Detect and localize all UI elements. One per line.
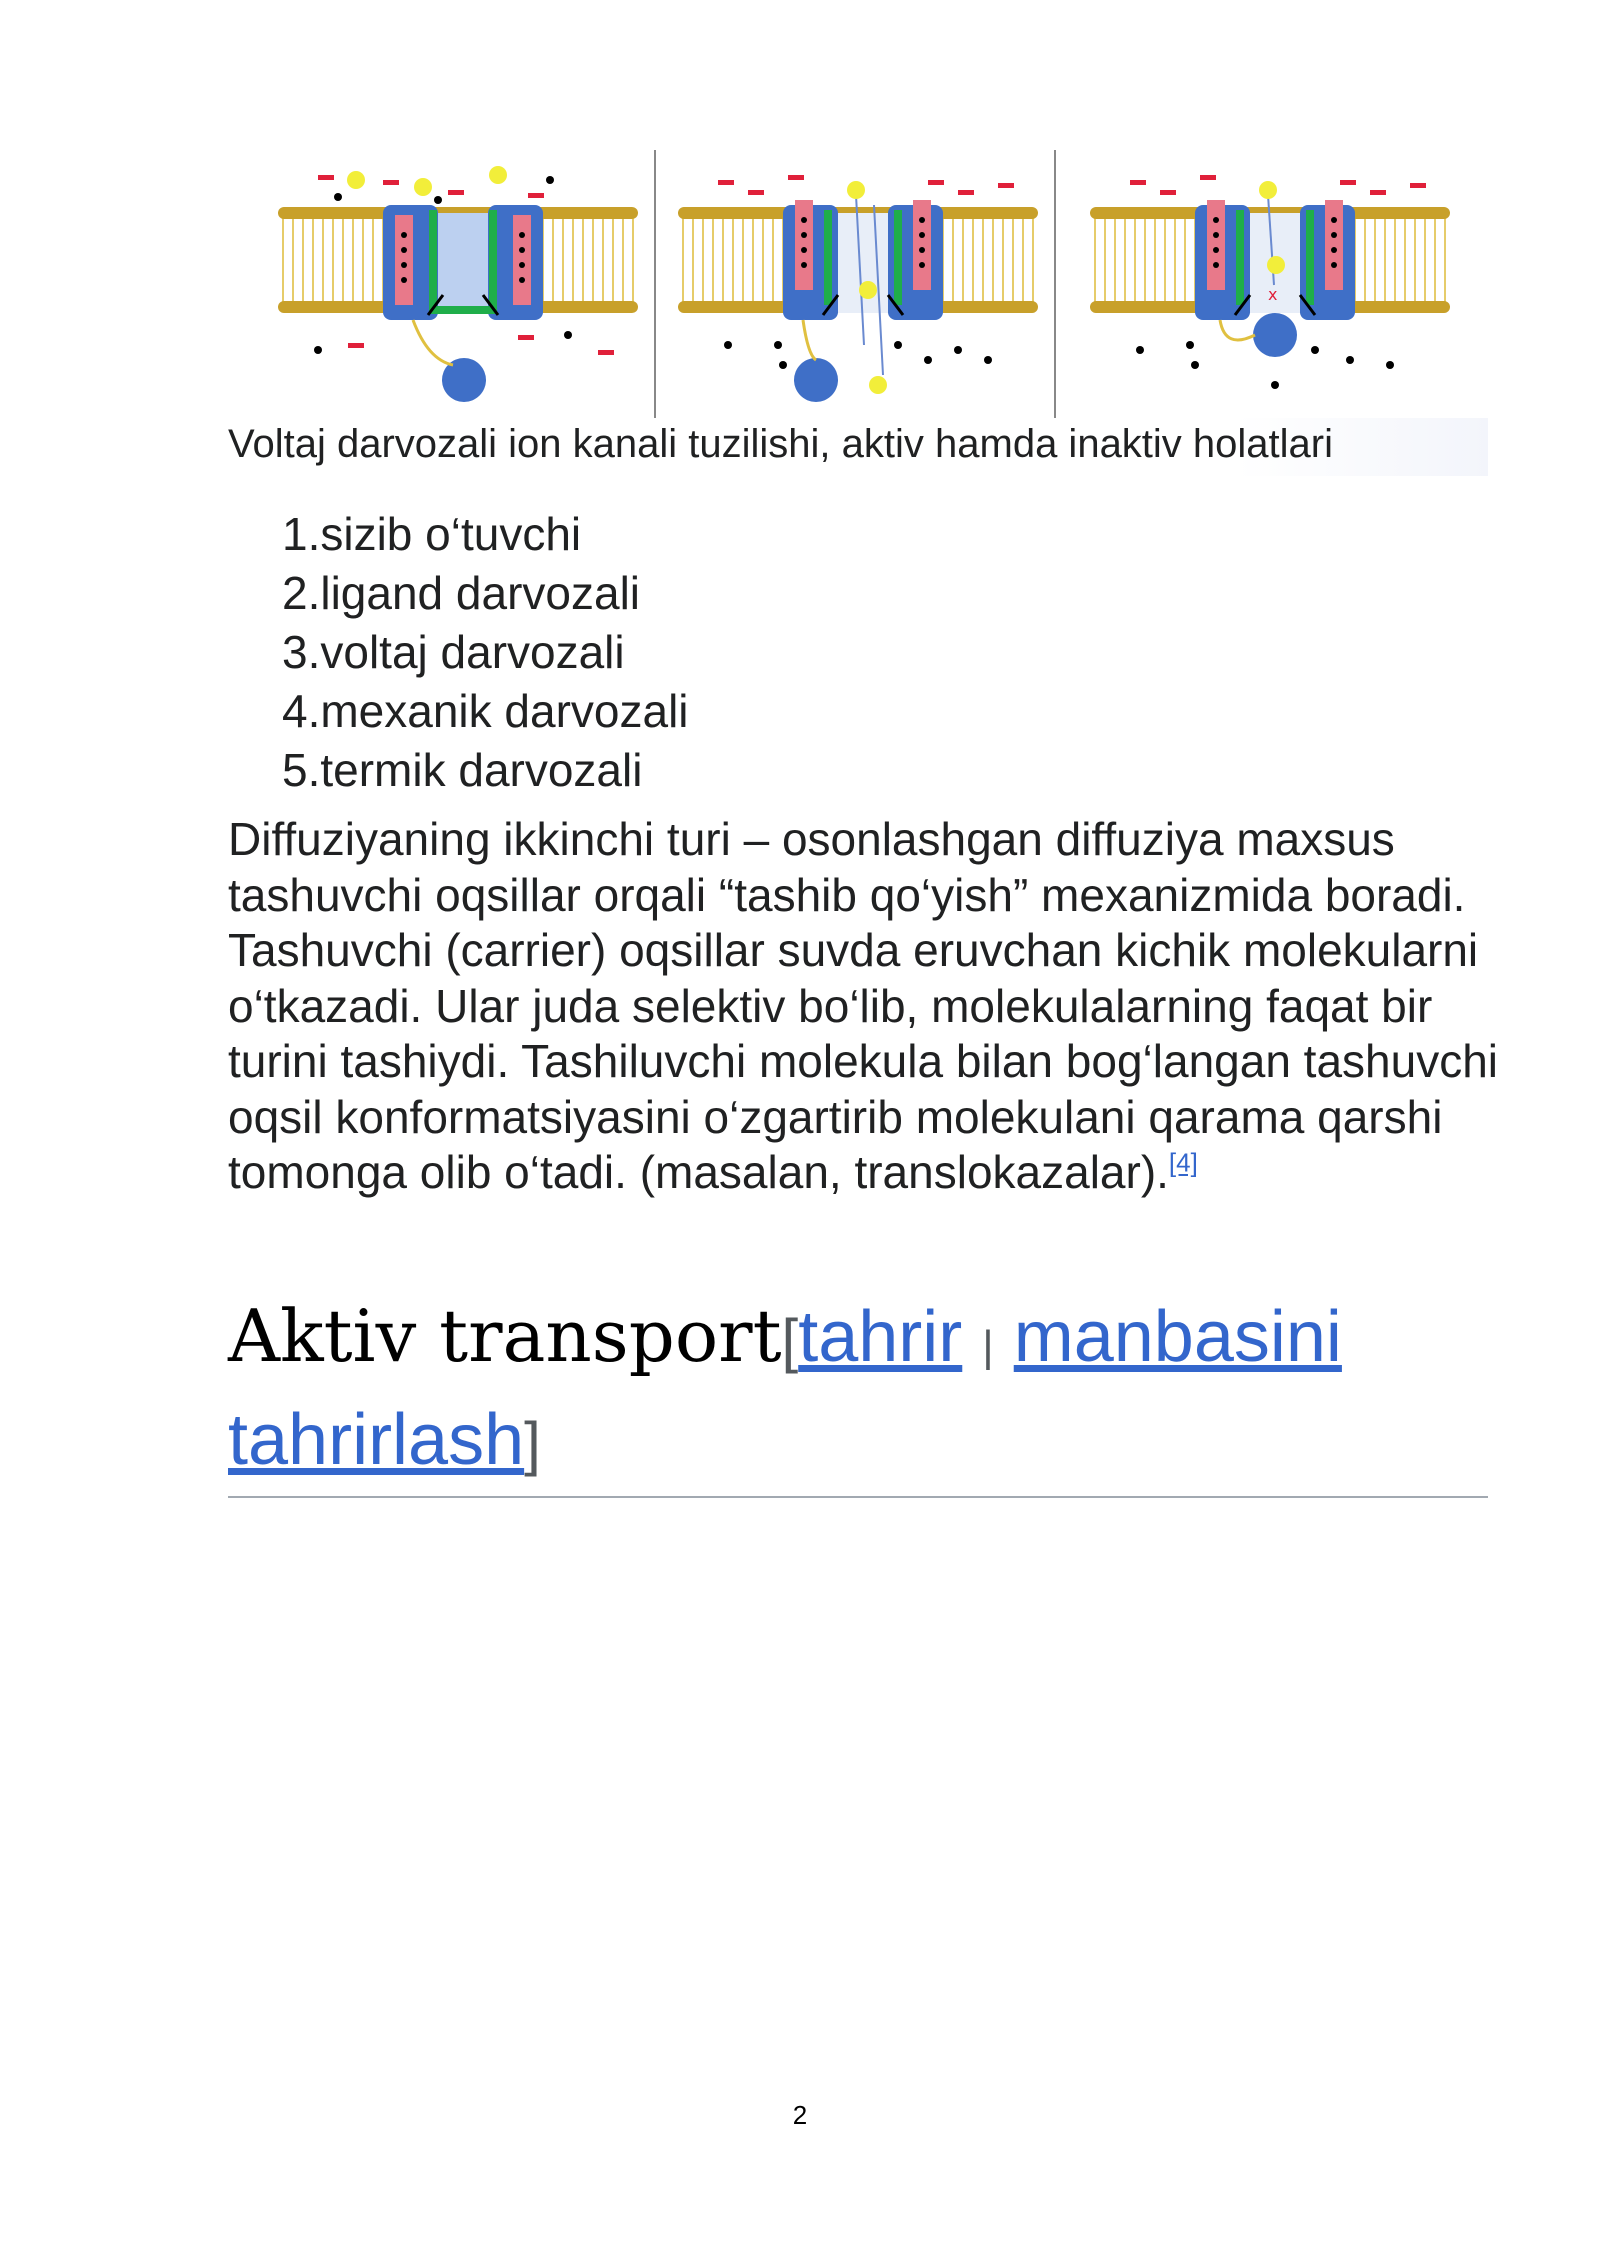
section-heading [228, 1290, 1488, 1498]
list-item: 4.mexanik darvozali [282, 685, 689, 737]
reference-link[interactable]: [4] [1168, 1147, 1198, 1178]
panel-inactivated [1090, 175, 1450, 389]
list-item: 5.termik darvozali [282, 744, 643, 796]
diffusion-paragraph [228, 812, 1518, 1201]
list-item: 1.sizib o‘tuvchi [282, 508, 582, 560]
edit-separator: | [982, 1322, 994, 1371]
close-bracket: ] [524, 1410, 541, 1477]
edit-link[interactable]: tahrir [798, 1297, 963, 1377]
ion-channel-diagram-icon [270, 145, 1470, 425]
figure-caption: Voltaj darvozali ion kanali tuzilishi, aktiv hamda inaktiv holatlari [228, 418, 1488, 476]
list-item: 3.voltaj darvozali [282, 626, 625, 678]
channel-type-list [282, 505, 689, 800]
list-item: 2.ligand darvozali [282, 567, 641, 619]
page-number: 2 [792, 2100, 808, 2130]
panel-closed [278, 166, 638, 402]
edit-source-link[interactable]: manbasini tahrirlash [228, 1297, 1342, 1480]
panel-open [678, 175, 1038, 402]
open-bracket: [ [781, 1307, 799, 1374]
section-title: Aktiv transport [228, 1294, 782, 1378]
svg-text:x: x [1268, 285, 1278, 304]
paragraph-text: Diffuziyaning ikkinchi turi – osonlashgan diffuziya maxsus tashuvchi oqsillar orqali “tashib qo‘yish” mexanizmida boradi. Tashuvchi (carrier) oqsillar suvda eruvchan kichik molekularni o‘tkazadi. Ular juda selektiv bo‘lib, molekulalarning faqat bir turini tashiydi. Tashiluvchi molekula bilan bog‘langan tashuvchi oqsil konformatsiyasini o‘zgartirib molekulani qarama qarshi tomonga olib o‘tadi. (masalan, translokazalar). [228, 813, 1499, 1198]
ion-channel-figure [270, 145, 1470, 425]
